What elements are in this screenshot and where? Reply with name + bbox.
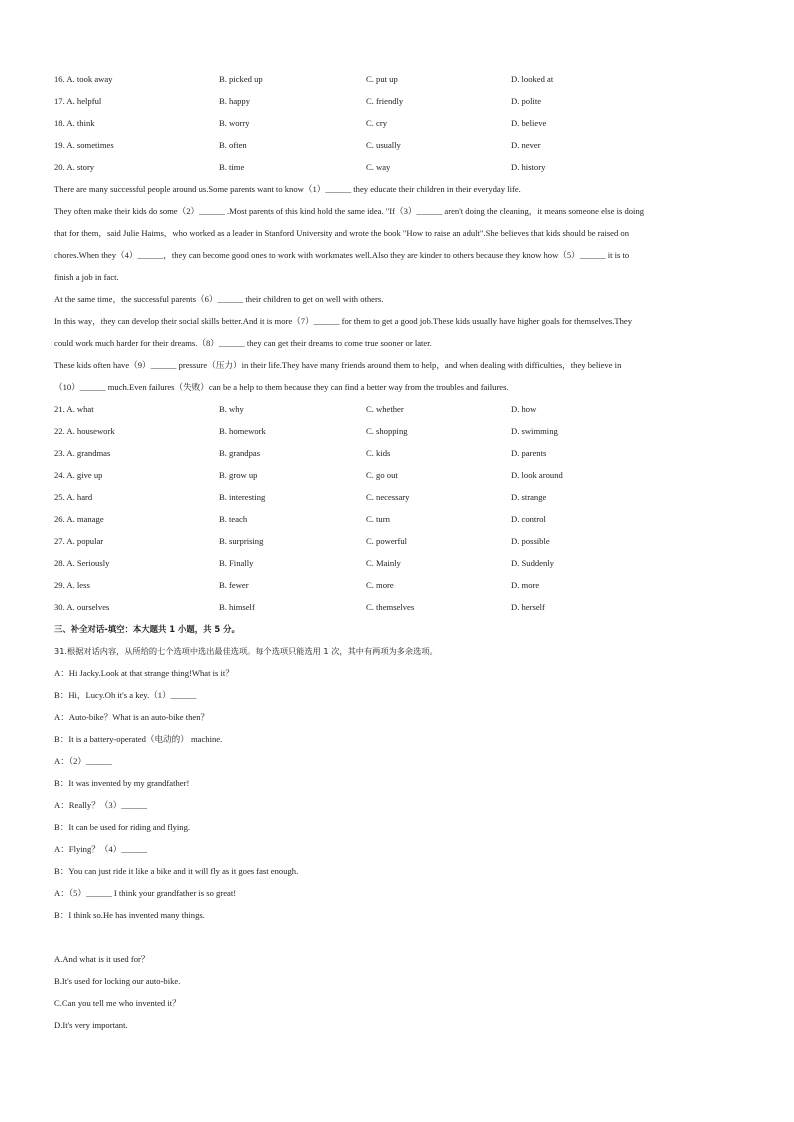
options-block-21-30 (54, 398, 744, 618)
option-c: C. Mainly (366, 558, 401, 568)
option-row-24 (54, 464, 744, 486)
option-a: 30. A. ourselves (54, 602, 110, 612)
option-row-27 (54, 530, 744, 552)
option-c: C. put up (366, 74, 398, 84)
dialogue-line: A：（5）______ I think your grandfather is so great! (54, 888, 237, 898)
option-d: D. looked at (511, 74, 554, 84)
option-b: B. himself (219, 602, 255, 612)
passage-line: They often make their kids do some（2）______ .Most parents of this kind hold the same idea. "If（3）______ aren't doing the cleaning，it means someone else is doing (54, 206, 645, 216)
option-c: C. friendly (366, 96, 404, 106)
option-b: B. grow up (219, 470, 258, 480)
dialogue-line: B：It is a battery-operated（电动的） machine. (54, 734, 223, 744)
option-c: C. whether (366, 404, 404, 414)
option-d: D. possible (511, 536, 550, 546)
dialogue-line: A：Hi Jacky.Look at that strange thing!What is it？ (54, 668, 234, 678)
passage-line: chores.When they（4）______，they can become good ones to work with workmates well.Also they are kinder to others because they know how（5）______ it is to (54, 250, 630, 260)
cloze-passage (54, 178, 744, 398)
option-d: D. look around (511, 470, 563, 480)
option-c: C. shopping (366, 426, 408, 436)
option-c: C. more (366, 580, 394, 590)
option-row-26 (54, 508, 744, 530)
option-d: D. Suddenly (511, 558, 554, 568)
choice-c: C.Can you tell me who invented it？ (54, 998, 181, 1008)
option-row-22 (54, 420, 744, 442)
option-row-17 (54, 90, 744, 112)
option-row-21 (54, 398, 744, 420)
option-b: B. happy (219, 96, 251, 106)
dialogue-line: A：Flying？（4）______ (54, 844, 148, 854)
dialogue-line: A：Really？（3）______ (54, 800, 148, 810)
choice-a: A.And what is it used for？ (54, 954, 150, 964)
option-d: D. how (511, 404, 537, 414)
dialogue-line: A：（2）______ (54, 756, 112, 766)
section-3-heading: 三、补全对话-填空：本大题共 1 小题，共 5 分。 (54, 624, 240, 634)
option-c: C. cry (366, 118, 388, 128)
option-c: C. kids (366, 448, 391, 458)
spacer (54, 926, 744, 948)
option-d: D. more (511, 580, 540, 590)
passage-line: （10）______ much.Even failures（失败）can be a help to them because they can find a better way from the troubles and failures. (54, 382, 509, 392)
choice-b: B.It's used for locking our auto-bike. (54, 976, 181, 986)
option-d: D. herself (511, 602, 545, 612)
option-row-16 (54, 68, 744, 90)
option-a: 19. A. sometimes (54, 140, 114, 150)
dialogue-line: A：Auto-bike？What is an auto-bike then？ (54, 712, 210, 722)
answer-choices (54, 948, 744, 1036)
option-c: C. turn (366, 514, 390, 524)
option-row-30 (54, 596, 744, 618)
option-d: D. history (511, 162, 546, 172)
option-row-28 (54, 552, 744, 574)
passage-line: In this way，they can develop their social skills better.And it is more（7）______ for them to get a good job.These kids usually have higher goals for themselves.They (54, 316, 633, 326)
option-a: 23. A. grandmas (54, 448, 111, 458)
option-a: 28. A. Seriously (54, 558, 110, 568)
passage-line: There are many successful people around us.Some parents want to know（1）______ they educate their children in their everyday life. (54, 184, 521, 194)
option-c: C. necessary (366, 492, 410, 502)
option-row-20 (54, 156, 744, 178)
option-a: 29. A. less (54, 580, 90, 590)
dialogue-line: B：Hi，Lucy.Oh it's a key.（1）______ (54, 690, 197, 700)
option-b: B. why (219, 404, 244, 414)
passage-line: These kids often have（9）______ pressure（压力）in their life.They have many friends around them to help，and when dealing with difficulties，they believe in (54, 360, 622, 370)
dialogue (54, 662, 744, 926)
dialogue-line: B：You can just ride it like a bike and it will fly as it goes fast enough. (54, 866, 299, 876)
options-block-16-20 (54, 68, 744, 178)
option-d: D. swimming (511, 426, 558, 436)
option-a: 27. A. popular (54, 536, 104, 546)
option-a: 22. A. housework (54, 426, 115, 436)
option-b: B. interesting (219, 492, 266, 502)
passage-line: finish a job in fact. (54, 272, 119, 282)
option-b: B. homework (219, 426, 266, 436)
option-d: D. never (511, 140, 541, 150)
dialogue-line: B：I think so.He has invented many things. (54, 910, 205, 920)
passage-line: that for them，said Julie Haims，who worked as a leader in Stanford University and wrote the book "How to raise an adult".She believes that kids should be raised on (54, 228, 630, 238)
dialogue-line: B：It was invented by my grandfather! (54, 778, 190, 788)
option-a: 24. A. give up (54, 470, 103, 480)
option-d: D. polite (511, 96, 542, 106)
option-c: C. way (366, 162, 391, 172)
option-a: 20. A. story (54, 162, 95, 172)
option-a: 16. A. took away (54, 74, 113, 84)
option-row-18 (54, 112, 744, 134)
option-row-19 (54, 134, 744, 156)
choice-d: D.It's very important. (54, 1020, 128, 1030)
option-a: 26. A. manage (54, 514, 104, 524)
dialogue-line: B：It can be used for riding and flying. (54, 822, 191, 832)
option-d: D. parents (511, 448, 547, 458)
option-c: C. themselves (366, 602, 415, 612)
option-a: 25. A. hard (54, 492, 93, 502)
option-b: B. grandpas (219, 448, 261, 458)
option-a: 21. A. what (54, 404, 94, 414)
option-row-23 (54, 442, 744, 464)
passage-line: could work much harder for their dreams.（8）______ they can get their dreams to come true sooner or later. (54, 338, 432, 348)
option-b: B. Finally (219, 558, 254, 568)
option-b: B. fewer (219, 580, 249, 590)
option-a: 18. A. think (54, 118, 95, 128)
option-d: D. strange (511, 492, 547, 502)
option-b: B. worry (219, 118, 250, 128)
option-row-29 (54, 574, 744, 596)
option-d: D. control (511, 514, 546, 524)
option-b: B. picked up (219, 74, 263, 84)
option-a: 17. A. helpful (54, 96, 102, 106)
option-b: B. surprising (219, 536, 264, 546)
option-d: D. believe (511, 118, 547, 128)
passage-line: At the same time，the successful parents（6）______ their children to get on well with others. (54, 294, 384, 304)
question-31-instruction: 31.根据对话内容，从所给的七个选项中选出最佳选项。每个选项只能选用 1 次，其中有两项为多余选项。 (54, 646, 438, 656)
option-c: C. usually (366, 140, 401, 150)
exam-page (54, 68, 744, 1036)
option-c: C. go out (366, 470, 398, 480)
option-row-25 (54, 486, 744, 508)
option-c: C. powerful (366, 536, 408, 546)
option-b: B. often (219, 140, 247, 150)
option-b: B. time (219, 162, 245, 172)
option-b: B. teach (219, 514, 248, 524)
